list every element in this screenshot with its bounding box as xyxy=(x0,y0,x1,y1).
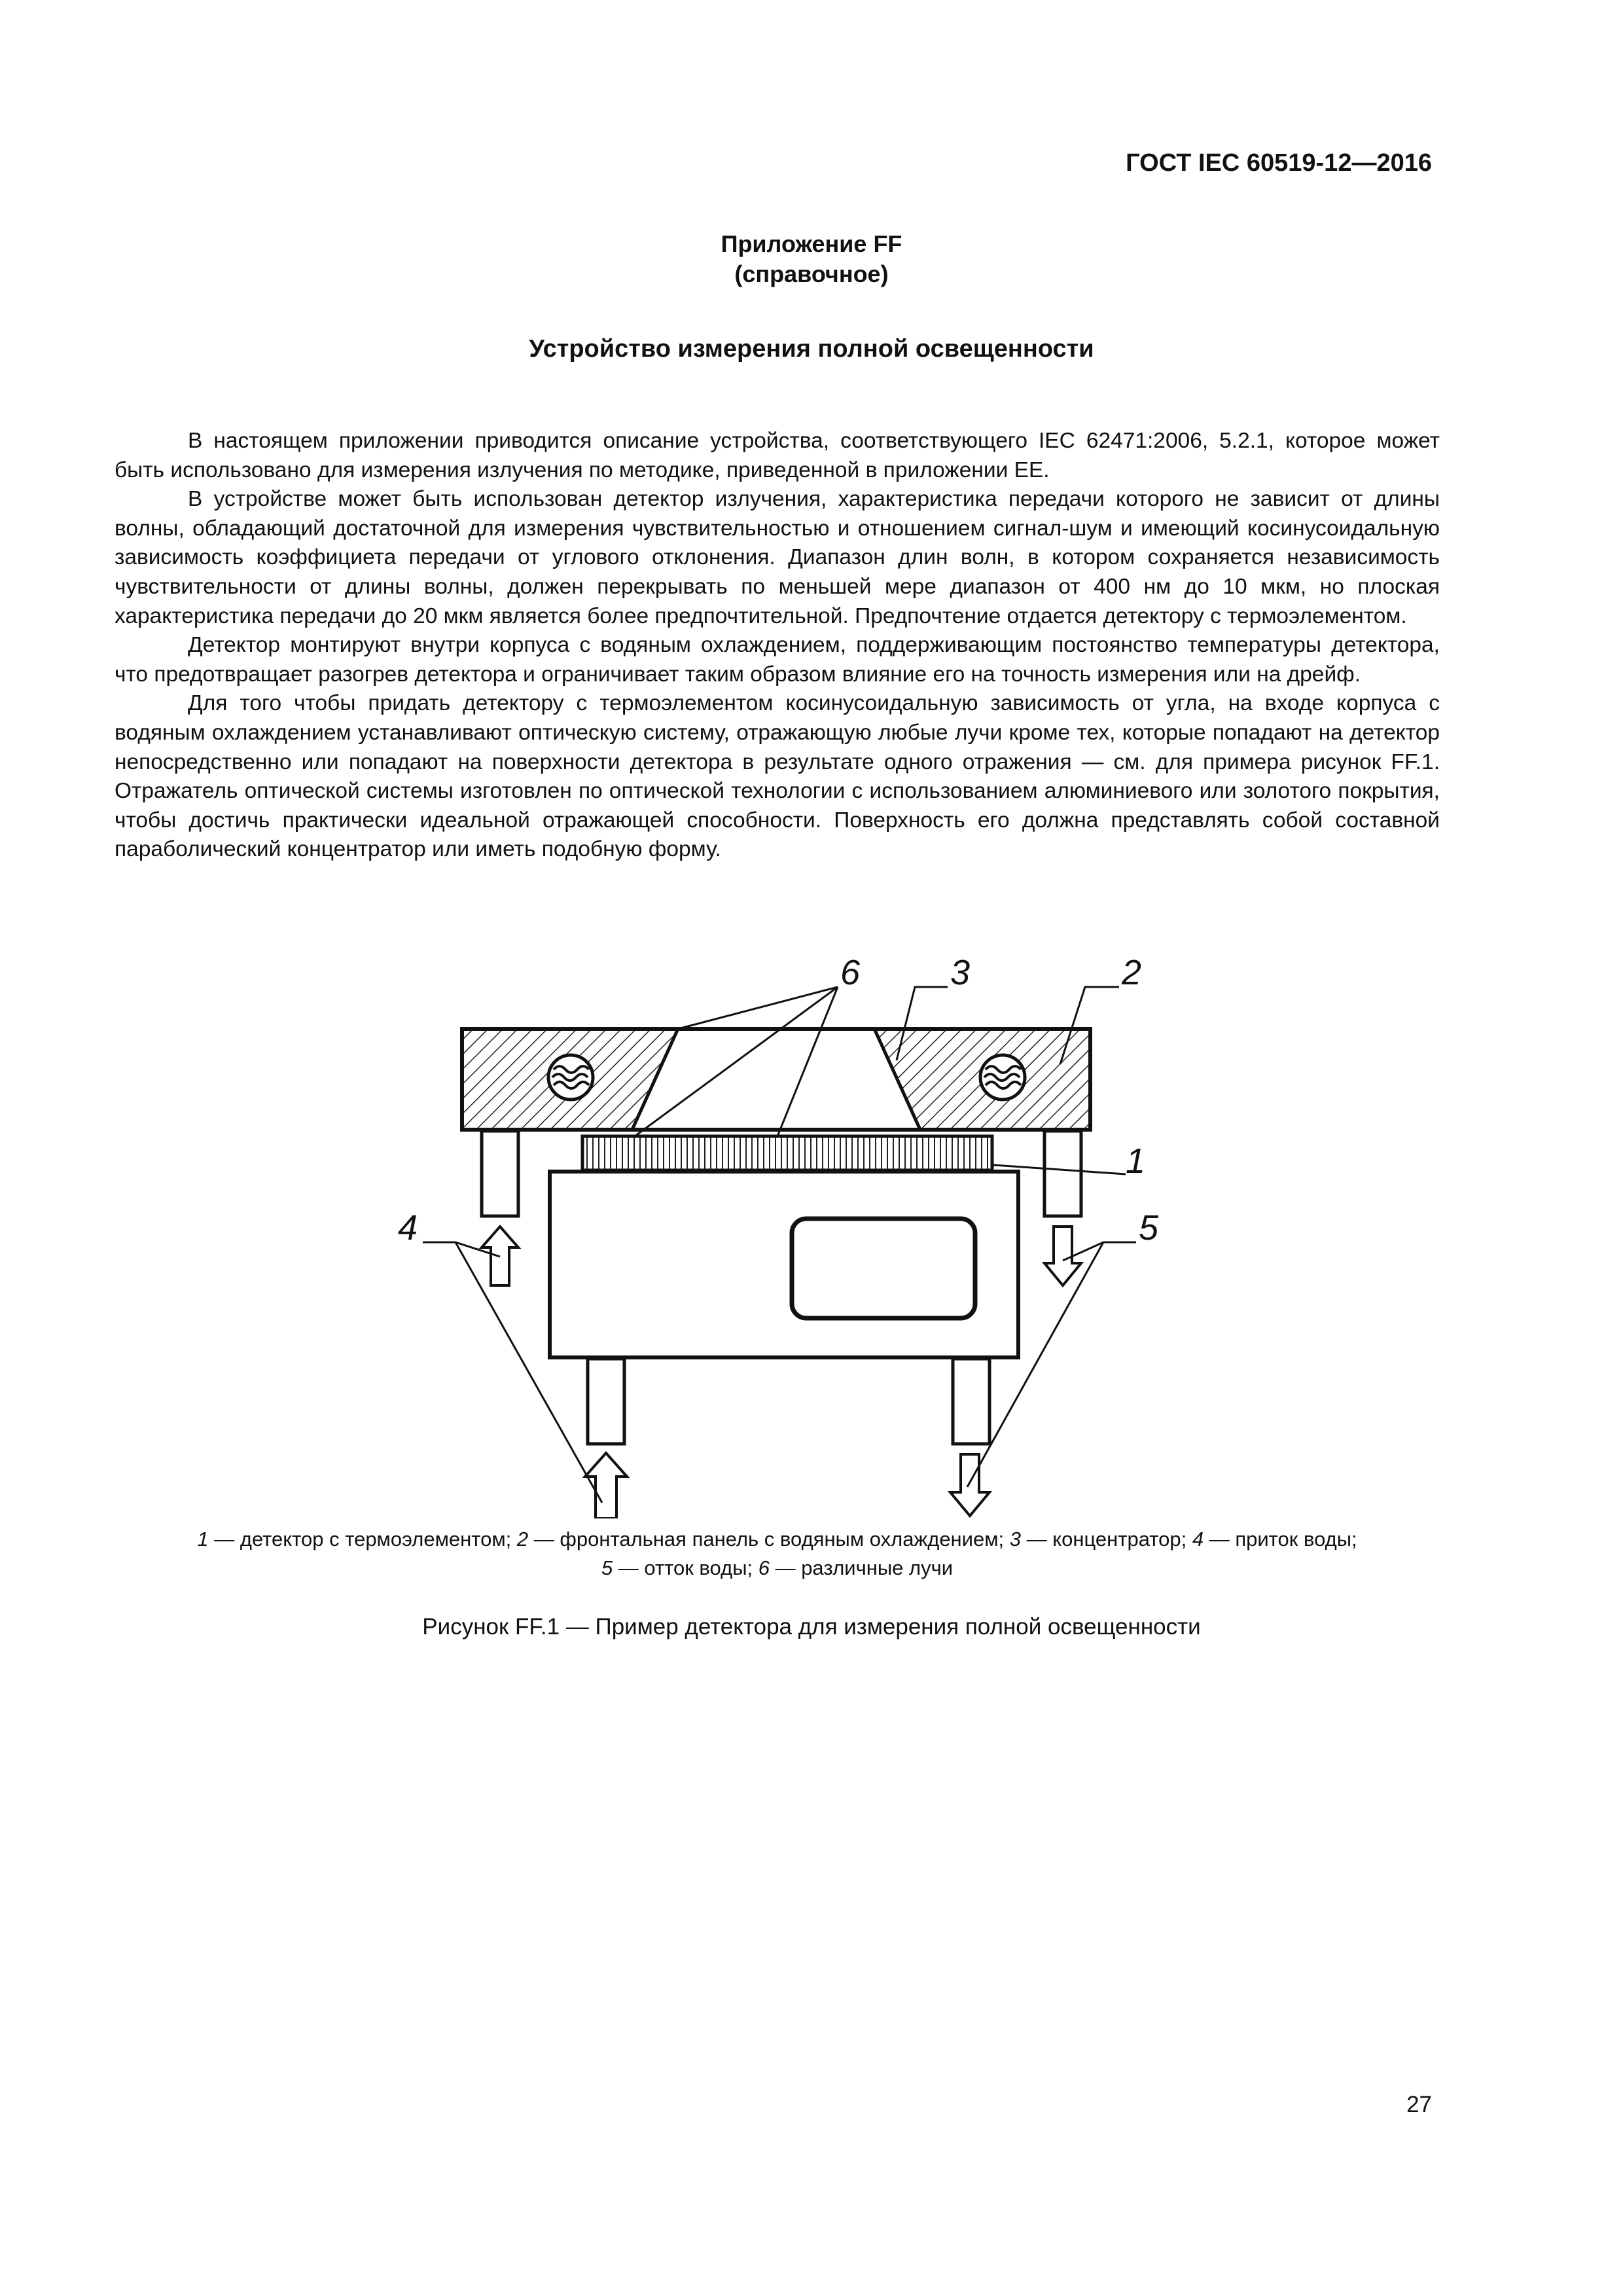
thermopile-detector xyxy=(582,1136,992,1170)
legend-text-6: — различные лучи xyxy=(769,1556,954,1579)
paragraph-1: В настоящем приложении приводится описание устройства, соответствующего IEC 62471:2006, 5.2.1, которое может быть использовано для измерения излучения по методике, приведенной в приложении EE. xyxy=(115,429,1440,482)
callout-5: 5 xyxy=(1139,1208,1159,1247)
cooling-channel-right xyxy=(980,1055,1025,1100)
callout-6: 6 xyxy=(840,953,861,992)
outlet-pipe-upper xyxy=(1044,1131,1081,1216)
detector-housing xyxy=(550,1172,1018,1357)
housing-window xyxy=(792,1219,975,1318)
callout-2: 2 xyxy=(1122,953,1142,992)
legend-text-3: — концентратор; xyxy=(1021,1528,1192,1551)
callout-1: 1 xyxy=(1126,1141,1146,1181)
figure-ff1 xyxy=(366,942,1191,1518)
inlet-pipe-upper xyxy=(482,1131,518,1216)
legend-num-4: 4 xyxy=(1192,1528,1204,1551)
annex-title: Приложение FF xyxy=(721,230,902,257)
legend-num-1: 1 xyxy=(197,1528,209,1551)
legend-line-1 xyxy=(115,1525,1440,1554)
annex-subtitle: (справочное) xyxy=(734,260,889,287)
figure-caption: Рисунок FF.1 — Пример детектора для измерения полной освещенности xyxy=(422,1614,1201,1640)
legend-text-5: — отток воды; xyxy=(613,1556,758,1579)
legend-text-1: — детектор с термоэлементом; xyxy=(208,1528,517,1551)
document-code: ГОСТ IEC 60519-12—2016 xyxy=(1126,149,1432,177)
legend-text-2: — фронтальная панель с водяным охлаждением; xyxy=(528,1528,1010,1551)
outflow-arrow-lower xyxy=(950,1454,990,1516)
legend-line-2 xyxy=(115,1554,1440,1583)
inflow-arrow-lower xyxy=(585,1453,627,1518)
legend-text-4: — приток воды; xyxy=(1204,1528,1357,1551)
legend-num-5: 5 xyxy=(601,1556,613,1579)
paragraph-4: Для того чтобы придать детектору с термоэлементом косинусоидальную зависимость от угла, на входе корпуса с водяным охлаждением устанавливают оптическую систему, отражающую любые лучи кроме тех, которые попадают на детектор непосредственно или попадают на поверхности детектора в результате одного отражения — см. для примера рисунок FF.1. Отражатель оптической системы изготовлен по оптической технологии с использованием алюминиевого или золотого покрытия, чтобы достичь практически идеальной отражающей способности. Поверхность его должна представлять собой составной параболический концентратор или иметь подобную форму. xyxy=(115,691,1440,862)
legend-num-3: 3 xyxy=(1009,1528,1022,1551)
detector-diagram xyxy=(366,942,1191,1518)
callout-3: 3 xyxy=(950,953,971,992)
annex-heading xyxy=(0,229,1623,289)
page-number: 27 xyxy=(1406,2092,1432,2117)
inlet-pipe-lower xyxy=(588,1359,624,1444)
outlet-pipe-lower xyxy=(953,1359,990,1444)
paragraph-2: В устройстве может быть использован детектор излучения, характеристика передачи которого не зависит от длины волны, обладающий достаточной для измерения чувствительностью и отношением сигнал-шум и имеющий косинусоидальную зависимость коэффициета передачи от углового отклонения. Диапазон длин волн, в котором сохраняется независимость чувствительности от длины волны, должен перекрывать по меньшей мере диапазон от 400 нм до 10 мкм, но плоская характеристика передачи до 20 мкм является более предпочтительной. Предпочтение отдается детектору с термоэлементом. xyxy=(115,487,1440,628)
figure-legend xyxy=(115,1525,1440,1583)
section-title: Устройство измерения полной освещенности xyxy=(529,335,1094,363)
cooling-channel-left xyxy=(548,1055,593,1100)
paragraph-3: Детектор монтируют внутри корпуса с водяным охлаждением, поддерживающим постоянство температуры детектора, что предотвращает разогрев детектора и ограничивает таким образом влияние его на точность измерения или на дрейф. xyxy=(115,633,1440,687)
callout-4: 4 xyxy=(398,1208,418,1247)
legend-num-6: 6 xyxy=(758,1556,770,1579)
legend-num-2: 2 xyxy=(516,1528,529,1551)
outflow-arrow-upper xyxy=(1044,1227,1081,1285)
body-text xyxy=(115,427,1440,865)
